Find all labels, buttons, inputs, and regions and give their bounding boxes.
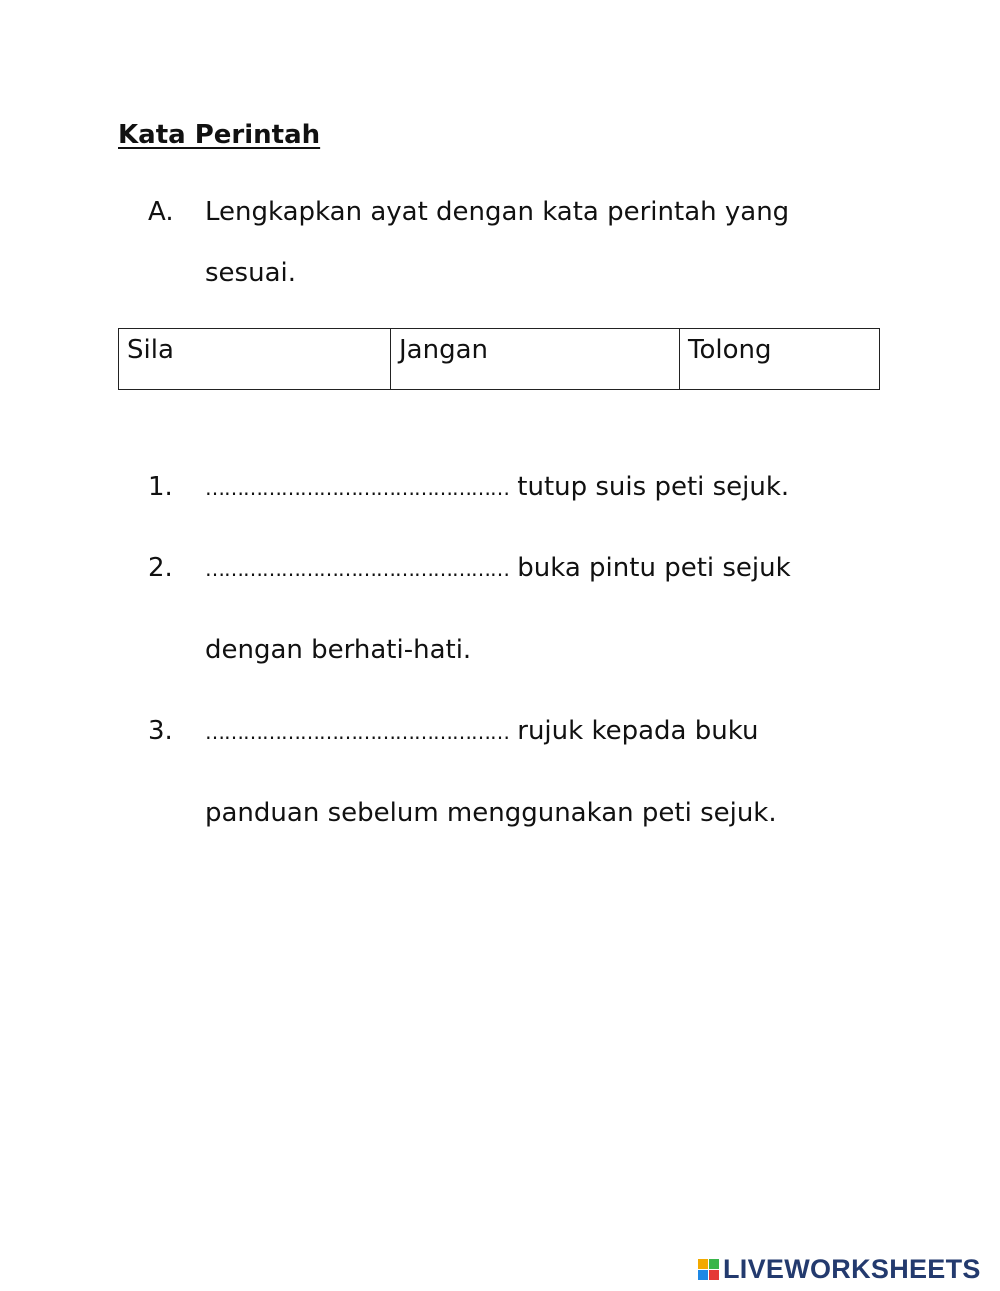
question-2-number: 2. bbox=[148, 553, 173, 583]
option-sila: Sila bbox=[119, 329, 391, 390]
question-1-text: tutup suis peti sejuk. bbox=[517, 472, 790, 502]
section-label: A. bbox=[148, 197, 174, 227]
liveworksheets-logo bbox=[698, 1254, 981, 1285]
logo-square-l bbox=[698, 1259, 708, 1269]
question-3-line-2: panduan sebelum menggunakan peti sejuk. bbox=[205, 798, 777, 828]
question-1-number: 1. bbox=[148, 472, 173, 502]
logo-square-v bbox=[698, 1270, 708, 1280]
question-3-number: 3. bbox=[148, 716, 173, 746]
question-2-blank[interactable]: ………………………………………… bbox=[205, 557, 509, 581]
option-jangan: Jangan bbox=[391, 329, 680, 390]
word-options-table bbox=[118, 328, 880, 390]
question-1-blank[interactable]: ………………………………………… bbox=[205, 476, 509, 500]
logo-mark-icon bbox=[698, 1259, 719, 1280]
instruction-line-2: sesuai. bbox=[205, 258, 296, 288]
question-1-line-1 bbox=[205, 472, 789, 502]
question-3-blank[interactable]: ………………………………………… bbox=[205, 720, 509, 744]
question-2-line-2: dengan berhati-hati. bbox=[205, 635, 472, 665]
worksheet-title: Kata Perintah bbox=[118, 120, 321, 150]
option-tolong: Tolong bbox=[680, 329, 880, 390]
instruction-line-1: Lengkapkan ayat dengan kata perintah yang bbox=[205, 197, 790, 227]
question-3-text: rujuk kepada buku bbox=[517, 716, 759, 746]
question-2-text: buka pintu peti sejuk bbox=[517, 553, 791, 583]
logo-text: LIVEWORKSHEETS bbox=[723, 1254, 981, 1284]
question-3-line-1 bbox=[205, 716, 758, 746]
question-2-line-1 bbox=[205, 553, 791, 583]
logo-square-i bbox=[709, 1259, 719, 1269]
logo-square-e bbox=[709, 1270, 719, 1280]
